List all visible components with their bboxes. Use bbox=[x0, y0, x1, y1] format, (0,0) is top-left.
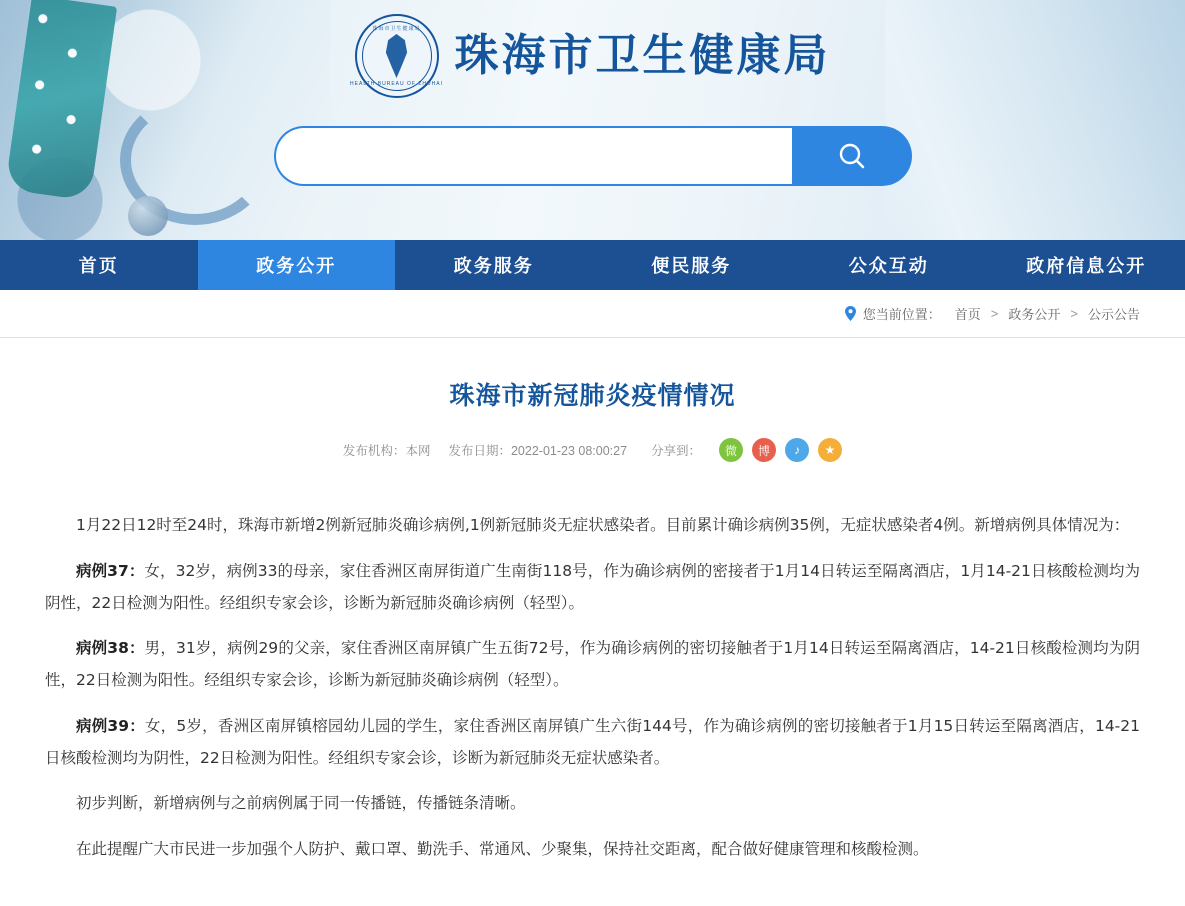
article-paragraph bbox=[45, 556, 1140, 620]
favorite-icon[interactable]: ★ bbox=[818, 438, 842, 462]
paragraph-lead: 病例39： bbox=[76, 716, 145, 735]
paragraph-text: 男，31岁，病例29的父亲，家住香洲区南屏镇广生五街72号，作为确诊病例的密切接触者于1月14日转运至隔离酒店，14-21日核酸检测均为阴性，22日检测为阳性。经组织专家会诊，诊断为新冠肺炎确诊病例（轻型）。 bbox=[45, 639, 1140, 690]
share-label: 分享到： bbox=[651, 444, 702, 458]
weibo-icon[interactable]: 博 bbox=[752, 438, 776, 462]
seal-bottom-text: HEALTH BUREAU OF ZHUHAI bbox=[350, 81, 443, 87]
article-source bbox=[343, 441, 431, 459]
article-source-value: 本网 bbox=[405, 444, 431, 458]
breadcrumb-item-government-affairs-disclosure[interactable]: 政务公开 bbox=[1008, 307, 1061, 322]
article-paragraph bbox=[45, 834, 1140, 866]
main-navigation bbox=[0, 240, 1185, 290]
search-button[interactable] bbox=[792, 126, 912, 186]
nav-item-government-information-disclosure[interactable]: 政府信息公开 bbox=[1026, 256, 1147, 277]
breadcrumb-separator: > bbox=[1070, 306, 1078, 321]
breadcrumb-label: 您当前位置： bbox=[862, 307, 941, 322]
breadcrumb bbox=[0, 290, 1185, 338]
article bbox=[0, 338, 1185, 866]
paragraph-text: 在此提醒广大市民进一步加强个人防护、戴口罩、勤洗手、常通风、少聚集，保持社交距离，配合做好健康管理和核酸检测。 bbox=[76, 840, 929, 859]
site-title: 珠海市卫生健康局 bbox=[454, 30, 831, 81]
paragraph-lead: 病例37： bbox=[76, 561, 145, 580]
article-paragraph bbox=[45, 510, 1140, 542]
seal-emblem-icon bbox=[378, 34, 416, 78]
location-pin-icon bbox=[844, 306, 857, 321]
nav-item-home[interactable]: 首页 bbox=[78, 256, 119, 277]
paragraph-text: 女，32岁，病例33的母亲，家住香洲区南屏街道广生南街118号，作为确诊病例的密接者于1月14日转运至隔离酒店，1月14-21日核酸检测均为阴性，22日检测为阳性。经组织专家会诊，诊断为新冠肺炎确诊病例（轻型）。 bbox=[45, 561, 1140, 612]
nav-item-public-interaction[interactable]: 公众互动 bbox=[848, 256, 929, 277]
article-paragraph bbox=[45, 633, 1140, 697]
banner-stethoscope-bell-decoration bbox=[128, 196, 168, 236]
breadcrumb-item-announcements[interactable]: 公示公告 bbox=[1087, 307, 1140, 322]
article-meta bbox=[45, 438, 1140, 480]
nav-item-government-services[interactable]: 政务服务 bbox=[453, 256, 534, 277]
wechat-icon[interactable]: 微 bbox=[719, 438, 743, 462]
search-icon bbox=[835, 139, 869, 173]
seal-top-text: 珠海市卫生健康局 bbox=[372, 26, 421, 32]
site-header-banner bbox=[0, 0, 1185, 240]
government-seal-icon bbox=[350, 14, 443, 98]
search-input[interactable] bbox=[274, 126, 792, 186]
paragraph-text: 初步判断，新增病例与之前病例属于同一传播链，传播链条清晰。 bbox=[76, 794, 526, 813]
nav-item-government-affairs-disclosure[interactable]: 政务公开 bbox=[198, 240, 396, 290]
breadcrumb-separator: > bbox=[990, 306, 999, 321]
notify-icon[interactable]: ♪ bbox=[785, 438, 809, 462]
article-source-label: 发布机构： bbox=[342, 444, 406, 458]
article-body bbox=[45, 480, 1140, 866]
article-paragraph bbox=[45, 788, 1140, 820]
site-brand bbox=[0, 14, 1185, 98]
paragraph-text: 1月22日12时至24时，珠海市新增2例新冠肺炎确诊病例,1例新冠肺炎无症状感染者。目前累计确诊病例35例，无症状感染者4例。新增病例具体情况为： bbox=[76, 516, 1130, 534]
article-date-label: 发布日期： bbox=[448, 444, 511, 458]
article-date bbox=[448, 441, 627, 459]
article-paragraph bbox=[45, 711, 1140, 775]
article-date-value: 2022-01-23 08:00:27 bbox=[510, 444, 628, 458]
paragraph-lead: 病例38： bbox=[76, 639, 145, 658]
search-bar bbox=[274, 126, 912, 186]
nav-item-public-services[interactable]: 便民服务 bbox=[651, 256, 732, 277]
page-title: 珠海市新冠肺炎疫情情况 bbox=[449, 381, 736, 410]
share-icons bbox=[719, 438, 842, 462]
breadcrumb-item-home[interactable]: 首页 bbox=[954, 307, 981, 322]
paragraph-text: 女，5岁，香洲区南屏镇榕园幼儿园的学生，家住香洲区南屏镇广生六街144号，作为确诊病例的密切接触者于1月15日转运至隔离酒店，14-21日核酸检测均为阴性，22日检测为阳性。经组织专家会诊，诊断为新冠肺炎无症状感染者。 bbox=[45, 716, 1140, 767]
